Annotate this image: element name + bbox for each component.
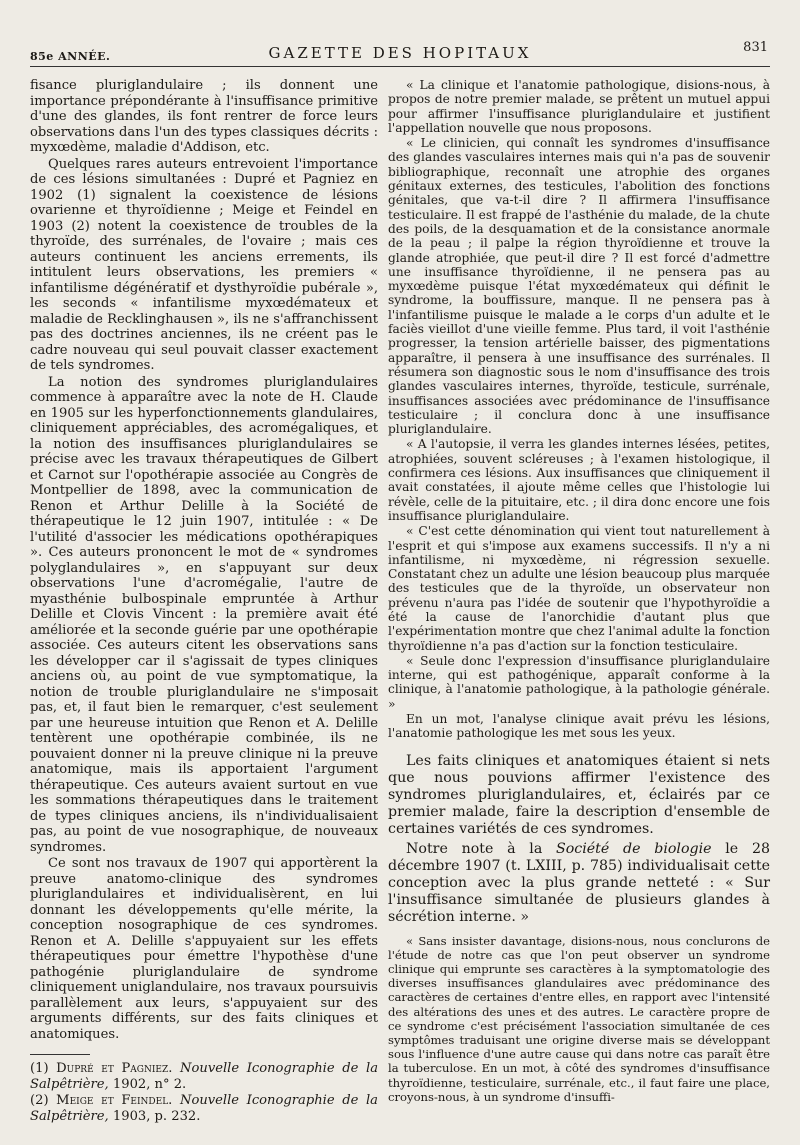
footnote-source: Nouvelle Iconographie de la Salpêtrière, (30, 1061, 378, 1092)
quote-paragraph: En un mot, l'analyse clinique avait prévu les lésions, l'anatomie pathologique les met sous les yeux. (388, 712, 770, 741)
footnote-source: Nouvelle Iconographie de la Salpêtrière, (30, 1093, 378, 1124)
footnote-rest: 1903, p. 232. (112, 1108, 201, 1124)
quote-paragraph: « La clinique et l'anatomie pathologique, disions-nous, à propos de notre premier malade, se prêtent un mutuel appui pour affirmer l'insuffisance pluriglandulaire et justifient l'appellation nouvelle que nous proposons. (388, 78, 770, 135)
header-rule (30, 66, 770, 67)
main-paragraph: Les faits cliniques et anatomiques étaient si nets que nous pouvions affirmer l'existence des syndromes pluriglandulaires, et, éclairés par ce premier malade, faire la description d'ensemble de certaines variétés de ces syndromes. (388, 752, 770, 837)
paragraph: Ce sont nos travaux de 1907 qui apportèrent la preuve anatomo-clinique des syndromes pluriglandulaires et individualisèrent, en lui donnant les développements qu'elle mérite, la conception nosographique de ces syndromes. Renon et A. Delille s'appuyaient sur les effets thérapeutiques pour émettre l'hypothèse d'une pathogénie pluriglandulaire de syndrome cliniquement uniglandulaire, nos travaux poursuivis parallèlement aux leurs, s'appuyaient sur des arguments différents, sur des faits cliniques et anatomiques. (30, 856, 378, 1042)
quote-paragraph: « A l'autopsie, il verra les glandes internes lésées, petites, atrophiées, souvent scléreuses ; à l'examen histologique, il confirmera ces lésions. Aux insuffisances que cliniquement il avait constatées, il ajoute même celles que l'histologie lui révèle, celle de la pituitaire, etc. ; il dira donc encore une fois insuffisance pluriglandulaire. (388, 437, 770, 523)
left-column (30, 78, 378, 1125)
footnote-rule (30, 1054, 90, 1055)
paragraph: La notion des syndromes pluriglandulaires commence à apparaître avec la note de H. Claude en 1905 sur les hyperfonctionnements glandulaires, cliniquement appréciables, des acromégaliques, et la notion des insuffisances pluriglandulaires se précise avec les travaux thérapeutiques de Gilbert et Carnot sur l'opothérapie associée au Congrès de Montpellier de 1898, avec la communication de Renon et Arthur Delille à la Société de thérapeutique le 12 juin 1907, intitulée : « De l'utilité d'associer les médications opothérapiques ». Ces auteurs prononcent le mot de « syndromes polyglandulaires », en s'appuyant sur deux observations l'une d'acromégalie, l'autre de myasthénie bulbospinale empruntée à Arthur Delille et Clovis Vincent : la première avait été améliorée et la seconde guérie par une opothérapie associée. Ces auteurs citent les observations sans les développer car il s'agissait de types cliniques anciens où, au point de vue symptomatique, la notion de trouble pluriglandulaire ne s'imposait pas, et, il faut bien le remarquer, c'est seulement par une heureuse intuition que Renon et A. Delille tentèrent une opothérapie combinée, ils ne pouvaient donner ni la preuve clinique ni la preuve anatomique, mais ils apportaient l'argument thérapeutique. Ces auteurs avaient surtout en vue les sommations thérapeutiques dans le traitement de types cliniques anciens, ils n'individualisaient pas, au point de vue nosographique, de nouveaux syndromes. (30, 374, 378, 855)
quote-paragraph: « Sans insister davantage, disions-nous, nous conclurons de l'étude de notre cas que l'on peut observer un syndrome clinique qui emprunte ses caractères à la symptomatologie des diverses insuffisances glandulaires avec prédominance des caractères de certaines d'entre elles, en rapport avec l'intensité des altérations des unes et des autres. Le caractère propre de ce syndrome c'est précisément l'association simultanée de ces symptômes traduisant une origine diverse mais se développant sous l'influence d'une autre cause qui dans notre cas paraît être la tuberculose. En un mot, à côté des syndromes d'insuffisance thyroïdienne, testiculaire, surrénale, etc., il faut faire une place, croyons-nous, à un syndrome d'insuffi- (388, 933, 770, 1104)
paragraph: fisance pluriglandulaire ; ils donnent une importance prépondérante à l'insuffisance primitive d'une des glandes, ils font rentrer de force leurs observations dans l'un des types classiques décrits : myxœdème, maladie d'Addison, etc. (30, 78, 378, 155)
footnote-authors: (1) Dupré et Pagniez. (30, 1061, 173, 1076)
note-suffix: le 28 décembre 1907 (t. LXIII, p. 785) individualisait cette conception avec la plus grande netteté : « Sur l'insuffisance simultanée de plusieurs glandes à sécrétion interne. » (388, 840, 770, 925)
note-source: Société de biologie (556, 840, 712, 857)
quote-paragraph: « Seule donc l'expression d'insuffisance pluriglandulaire interne, qui est pathogénique, apparaît conforme à la clinique, à l'anatomie pathologique, à la pathologie générale. » (388, 653, 770, 711)
main-paragraph (388, 841, 770, 926)
year-label: 85e ANNÉE. (30, 50, 111, 63)
quote-paragraph: « C'est cette dénomination qui vient tout naturellement à l'esprit et qui s'impose aux examens successifs. Il n'y a ni infantilisme, ni myxœdème, ni régression sexuelle. Constatant chez un adulte une lésion beaucoup plus marquée des testicules que de la thyroïde, un observateur non prévenu n'aura pas l'idée de soutenir que l'hypothyroïdie a été la cause de l'anorchidie d'autant plus que l'expérimentation montre que chez l'animal adulte la fonction thyroïdienne n'a pas d'action sur la fonction testiculaire. (388, 524, 770, 653)
note-prefix: Notre note à la (406, 840, 557, 857)
footnote-rest: 1902, n° 2. (112, 1076, 187, 1092)
footnote (30, 1093, 378, 1124)
footnote-authors: (2) Meige et Feindel. (30, 1093, 173, 1108)
journal-title: GAZETTE DES HOPITAUX (268, 44, 532, 62)
page-number: 831 (743, 40, 768, 55)
paragraph: Quelques rares auteurs entrevoient l'importance de ces lésions simultanées : Dupré et Pagniez en 1902 (1) signalent la coexistence de lésions ovarienne et thyroïdienne ; Meige et Feindel en 1903 (2) notent la coexistence de troubles de la thyroïde, des surrénales, de l'ovaire ; mais ces auteurs continuent les anciens errements, ils intitulent leurs observations, les premiers « infantilisme dégénératif et dysthyroïdie pubérale », les seconds « infantilisme myxœdémateux et maladie de Recklinghausen », ils ne s'affranchissent pas des doctrines anciennes, ils ne créent pas le cadre nouveau qui seul pouvait classer exactement de tels syndromes. (30, 156, 378, 373)
quote-paragraph: « Le clinicien, qui connaît les syndromes d'insuffisance des glandes vasculaires internes mais qui n'a pas de souvenir bibliographique, reconnaît une atrophie des organes génitaux externes, des testicules, l'abolition des fonctions génitales, que va-t-il dire ? Il affirmera l'insuffisance testiculaire. Il est frappé de l'asthénie du malade, de la chute des poils, de la desquamation et de la consistance anormale de la peau ; il palpe la région thyroïdienne et trouve la glande atrophiée, que peut-il dire ? Il est forcé d'admettre une insuffisance thyroïdienne, il ne pensera pas au myxœdème puisque l'état myxœdémateux qui définit le syndrome, la bouffissure, manque. Il ne pensera pas à l'infantilisme puisque le malade a le corps d'un adulte et le faciès vieillot d'une vieille femme. Plus tard, il voit l'asthénie progresser, la tension artérielle baisser, des pigmentations apparaître, il pensera à une insuffisance des surrénales. Il résumera son diagnostic sous le nom d'insuffisance des trois glandes vasculaires internes, thyroïde, testicule, surrénale, insuffisances associées avec prédominance de l'insuffisance testiculaire ; il conclura donc à une insuffisance pluriglandulaire. (388, 136, 770, 437)
footnote (30, 1061, 378, 1092)
right-column (388, 78, 770, 1105)
